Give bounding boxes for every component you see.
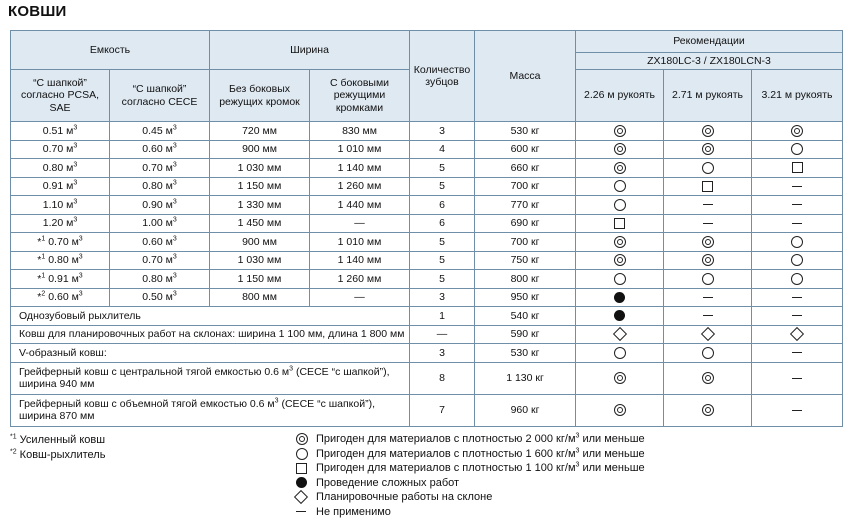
- recommendation-cell: [752, 122, 843, 141]
- teeth-cell: 5: [410, 270, 475, 289]
- legend-item: [296, 476, 645, 491]
- recommendation-cell: [576, 251, 664, 270]
- mass-cell: 700 кг: [475, 177, 576, 196]
- header-cap-pcsa: “С шапкой” согласно PCSA, SAE: [11, 70, 110, 122]
- recommendation-cell: [664, 325, 752, 344]
- mass-cell: 530 кг: [475, 344, 576, 363]
- footnote-mark: *1: [10, 433, 17, 441]
- mass-cell: 700 кг: [475, 233, 576, 252]
- capacity-value: 0.91 м: [42, 180, 74, 193]
- unit-exponent: 3: [78, 272, 83, 280]
- unit-exponent: 3: [172, 179, 177, 187]
- recommendation-cell: [664, 196, 752, 215]
- legend-symbol: [296, 433, 316, 445]
- circle-icon: [614, 273, 626, 285]
- diamond-icon: [612, 327, 626, 341]
- mass-cell: 600 кг: [475, 140, 576, 159]
- table-row: [11, 394, 843, 426]
- unit-exponent: 3: [73, 161, 78, 169]
- unit-exponent: 3: [78, 290, 83, 298]
- teeth-cell: 1: [410, 307, 475, 326]
- recommendation-cell: [576, 159, 664, 178]
- width-side-cell: 1 260 мм: [310, 270, 410, 289]
- unit-exponent: 3: [172, 198, 177, 206]
- recommendation-cell: [576, 122, 664, 141]
- recommendation-cell: [576, 325, 664, 344]
- circle-icon: [791, 254, 803, 266]
- square-icon: [702, 181, 713, 192]
- teeth-cell: 5: [410, 159, 475, 178]
- recommendation-cell: [664, 270, 752, 289]
- header-arm-1: 2.26 м рукоять: [576, 70, 664, 122]
- unit-exponent: 3: [172, 290, 177, 298]
- width-side-cell: 1 440 мм: [310, 196, 410, 215]
- table-row: [11, 159, 843, 178]
- circle-icon: [791, 273, 803, 285]
- legend-item: [296, 432, 645, 447]
- capacity-value: 0.90 м: [142, 198, 173, 211]
- recommendation-cell: [576, 307, 664, 326]
- recommendation-cell: [752, 196, 843, 215]
- double-circle-icon: [702, 125, 714, 137]
- filled-circle-icon: [296, 477, 307, 488]
- recommendation-cell: [752, 177, 843, 196]
- header-width: Ширина: [210, 31, 410, 70]
- mass-cell: 950 кг: [475, 288, 576, 307]
- capacity-cece-cell: [110, 196, 210, 215]
- footnotes: [10, 433, 105, 463]
- capacity-value: 0.60 м: [142, 235, 173, 248]
- unit-exponent: 3: [73, 142, 78, 150]
- mass-cell: 960 кг: [475, 394, 576, 426]
- capacity-value: 0.80 м: [142, 180, 173, 193]
- capacity-value: 0.91 м: [48, 272, 79, 285]
- dash-icon: [703, 315, 713, 316]
- header-arm-2: 2.71 м рукоять: [664, 70, 752, 122]
- unit-exponent: 3: [73, 198, 78, 206]
- legend-item: [296, 461, 645, 476]
- capacity-value: 0.60 м: [48, 291, 79, 304]
- circle-icon: [614, 347, 626, 359]
- capacity-value: 0.70 м: [142, 161, 173, 174]
- footnote-text: Ковш-рыхлитель: [16, 449, 106, 461]
- recommendation-cell: [576, 394, 664, 426]
- circle-icon: [702, 162, 714, 174]
- mass-cell: 590 кг: [475, 325, 576, 344]
- recommendation-cell: [752, 344, 843, 363]
- capacity-value: 1.10 м: [42, 198, 74, 211]
- legend-symbol: [296, 463, 316, 474]
- width-no-side-cell: 720 мм: [210, 122, 310, 141]
- footnote-mark: 2: [41, 290, 46, 298]
- table-row: [11, 214, 843, 233]
- capacity-cece-cell: [110, 159, 210, 178]
- recommendation-cell: [576, 270, 664, 289]
- capacity-pcsa-cell: [11, 122, 110, 141]
- recommendation-cell: [664, 288, 752, 307]
- teeth-cell: 5: [410, 233, 475, 252]
- legend-text: Пригоден для материалов с плотностью 2 000 $кг/м^3$ или меньше: [316, 432, 645, 446]
- recommendation-cell: [664, 122, 752, 141]
- mass-cell: 1 130 кг: [475, 362, 576, 394]
- legend-text: Пригоден для материалов с плотностью 1 600 $кг/м^3$ или меньше: [316, 447, 645, 460]
- row-label: Грейферный ковш с центральной тягой емкостью 0.6 $м^3$ (CECE “с шапкой”), ширина 940 мм: [11, 362, 410, 394]
- table-row: [11, 196, 843, 215]
- teeth-cell: 5: [410, 177, 475, 196]
- width-no-side-cell: 1 150 мм: [210, 270, 310, 289]
- table-row: [11, 344, 843, 363]
- mass-cell: 750 кг: [475, 251, 576, 270]
- capacity-pcsa-cell: *$^1$ 0.70 $м^3$: [11, 233, 110, 252]
- recommendation-cell: [664, 233, 752, 252]
- recommendation-cell: [752, 288, 843, 307]
- dash-icon: [792, 297, 802, 298]
- header-cap-cece: “С шапкой” согласно CECE: [110, 70, 210, 122]
- double-circle-icon: [702, 404, 714, 416]
- unit-exponent: 3: [73, 216, 78, 224]
- recommendation-cell: [576, 344, 664, 363]
- capacity-value: 0.70 м: [142, 254, 173, 267]
- double-circle-icon: [614, 372, 626, 384]
- width-side-cell: 1 010 мм: [310, 233, 410, 252]
- recommendation-cell: [752, 394, 843, 426]
- legend-item: [296, 505, 645, 520]
- recommendation-cell: [752, 159, 843, 178]
- row-label: V-образный ковш:: [11, 344, 410, 363]
- double-circle-icon: [614, 236, 626, 248]
- capacity-value: 0.70 м: [42, 143, 74, 156]
- dash-icon: [792, 315, 802, 316]
- circle-icon: [614, 180, 626, 192]
- capacity-value: 0.70 м: [48, 235, 79, 248]
- table-body: [11, 122, 843, 427]
- table-row: [11, 233, 843, 252]
- legend-symbol: [296, 511, 316, 512]
- recommendation-cell: [664, 362, 752, 394]
- legend: [296, 432, 645, 519]
- legend-item: [296, 447, 645, 462]
- teeth-cell: 3: [410, 122, 475, 141]
- width-no-side-cell: 900 мм: [210, 233, 310, 252]
- capacity-value: 0.80 м: [142, 272, 173, 285]
- legend-symbol: [296, 477, 316, 488]
- unit-exponent: 3: [78, 253, 83, 261]
- teeth-cell: —: [410, 325, 475, 344]
- recommendation-cell: [664, 394, 752, 426]
- recommendation-cell: [664, 140, 752, 159]
- capacity-value: 0.45 м: [142, 124, 173, 137]
- width-no-side-cell: 1 030 мм: [210, 251, 310, 270]
- width-no-side-cell: 1 330 мм: [210, 196, 310, 215]
- unit-exponent: 3: [575, 447, 580, 455]
- double-circle-icon: [614, 143, 626, 155]
- recommendation-cell: [752, 307, 843, 326]
- capacity-cece-cell: [110, 122, 210, 141]
- row-label: Грейферный ковш с объемной тягой емкостью 0.6 $м^3$ (CECE “с шапкой”), ширина 870 мм: [11, 394, 410, 426]
- legend-text: Не применимо: [316, 505, 391, 518]
- capacity-cece-cell: [110, 270, 210, 289]
- capacity-value: 0.51 м: [42, 124, 74, 137]
- table-row: [11, 251, 843, 270]
- diamond-icon: [700, 327, 714, 341]
- header-recommendations: Рекомендации: [576, 31, 843, 53]
- double-circle-icon: [702, 372, 714, 384]
- table-row: [11, 362, 843, 394]
- circle-icon: [702, 347, 714, 359]
- bucket-spec-table: [10, 30, 843, 427]
- mass-cell: 540 кг: [475, 307, 576, 326]
- teeth-cell: 3: [410, 288, 475, 307]
- recommendation-cell: [664, 177, 752, 196]
- footnote-mark: 1: [41, 253, 46, 261]
- table-row: [11, 325, 843, 344]
- header-mass: Масса: [475, 31, 576, 122]
- mass-cell: 660 кг: [475, 159, 576, 178]
- recommendation-cell: [752, 362, 843, 394]
- circle-icon: [791, 236, 803, 248]
- header-teeth: Количество зубцов: [410, 31, 475, 122]
- width-side-cell: 1 010 мм: [310, 140, 410, 159]
- mass-cell: 690 кг: [475, 214, 576, 233]
- mass-cell: 530 кг: [475, 122, 576, 141]
- double-circle-icon: [296, 433, 308, 445]
- recommendation-cell: [752, 233, 843, 252]
- double-circle-icon: [614, 125, 626, 137]
- row-label: Однозубовый рыхлитель: [11, 307, 410, 326]
- unit-exponent: 3: [274, 397, 279, 405]
- capacity-value: 0.60 м: [142, 143, 173, 156]
- recommendation-cell: [576, 177, 664, 196]
- width-side-cell: 1 140 мм: [310, 159, 410, 178]
- footnote-mark: *2: [10, 448, 17, 456]
- legend-symbol: [296, 448, 316, 460]
- header-width-no-side: Без боковых режущих кромок: [210, 70, 310, 122]
- circle-icon: [702, 273, 714, 285]
- recommendation-cell: [576, 362, 664, 394]
- dash-icon: [792, 223, 802, 224]
- capacity-cece-cell: [110, 251, 210, 270]
- recommendation-cell: [752, 140, 843, 159]
- teeth-cell: 3: [410, 344, 475, 363]
- table-row: [11, 270, 843, 289]
- width-no-side-cell: 900 мм: [210, 140, 310, 159]
- recommendation-cell: [576, 214, 664, 233]
- capacity-value: 0.80 м: [42, 161, 74, 174]
- recommendation-cell: [752, 251, 843, 270]
- recommendation-cell: [664, 159, 752, 178]
- dash-icon: [792, 204, 802, 205]
- capacity-cece-cell: [110, 233, 210, 252]
- dash-icon: [792, 352, 802, 353]
- width-side-cell: —: [310, 214, 410, 233]
- unit-exponent: 3: [575, 461, 580, 469]
- capacity-value: 0.80 м: [48, 254, 79, 267]
- double-circle-icon: [702, 143, 714, 155]
- page-title: КОВШИ: [8, 3, 67, 20]
- diamond-icon: [790, 327, 804, 341]
- dash-icon: [792, 410, 802, 411]
- capacity-pcsa-cell: [11, 196, 110, 215]
- width-side-cell: 830 мм: [310, 122, 410, 141]
- capacity-value: 1.20 м: [42, 217, 74, 230]
- square-icon: [792, 162, 803, 173]
- width-no-side-cell: 1 450 мм: [210, 214, 310, 233]
- teeth-cell: 5: [410, 251, 475, 270]
- dash-icon: [792, 186, 802, 187]
- double-circle-icon: [614, 404, 626, 416]
- unit-exponent: 3: [172, 216, 177, 224]
- capacity-pcsa-cell: *$^1$ 0.91 $м^3$: [11, 270, 110, 289]
- width-no-side-cell: 1 150 мм: [210, 177, 310, 196]
- mass-cell: 770 кг: [475, 196, 576, 215]
- table-row: [11, 288, 843, 307]
- square-icon: [296, 463, 307, 474]
- capacity-pcsa-cell: [11, 140, 110, 159]
- legend-item: [296, 490, 645, 505]
- recommendation-cell: [664, 307, 752, 326]
- recommendation-cell: [576, 196, 664, 215]
- width-side-cell: 1 260 мм: [310, 177, 410, 196]
- legend-text: Пригоден для материалов с плотностью 1 100 $кг/м^3$ или меньше: [316, 461, 645, 475]
- footnote: [10, 433, 105, 448]
- table-row: [11, 140, 843, 159]
- width-no-side-cell: 800 мм: [210, 288, 310, 307]
- filled-circle-icon: [614, 292, 625, 303]
- unit-exponent: 3: [172, 235, 177, 243]
- width-no-side-cell: 1 030 мм: [210, 159, 310, 178]
- recommendation-cell: [664, 214, 752, 233]
- double-circle-icon: [791, 125, 803, 137]
- capacity-value: 1.00 м: [142, 217, 173, 230]
- legend-text: Проведение сложных работ: [316, 476, 460, 489]
- header-capacity: Емкость: [11, 31, 210, 70]
- circle-icon: [614, 199, 626, 211]
- dash-icon: [703, 297, 713, 298]
- recommendation-cell: [576, 233, 664, 252]
- teeth-cell: 6: [410, 214, 475, 233]
- footnote: [10, 448, 105, 463]
- dash-icon: [296, 511, 306, 512]
- unit-exponent: 3: [73, 124, 78, 132]
- recommendation-cell: [576, 288, 664, 307]
- header-model: ZX180LC-3 / ZX180LCN-3: [576, 53, 843, 70]
- recommendation-cell: [576, 140, 664, 159]
- capacity-cece-cell: [110, 177, 210, 196]
- capacity-pcsa-cell: [11, 159, 110, 178]
- capacity-value: 0.50 м: [142, 291, 173, 304]
- capacity-cece-cell: [110, 214, 210, 233]
- capacity-pcsa-cell: [11, 177, 110, 196]
- teeth-cell: 8: [410, 362, 475, 394]
- table-row: [11, 307, 843, 326]
- recommendation-cell: [664, 251, 752, 270]
- unit-exponent: 3: [289, 365, 294, 373]
- legend-symbol: [296, 492, 316, 502]
- unit-exponent: 3: [78, 235, 83, 243]
- teeth-cell: 7: [410, 394, 475, 426]
- capacity-pcsa-cell: *$^1$ 0.80 $м^3$: [11, 251, 110, 270]
- row-label: Ковш для планировочных работ на склонах: ширина 1 100 мм, длина 1 800 мм: [11, 325, 410, 344]
- header-arm-3: 3.21 м рукоять: [752, 70, 843, 122]
- recommendation-cell: [752, 214, 843, 233]
- recommendation-cell: [752, 325, 843, 344]
- unit-exponent: 3: [172, 142, 177, 150]
- table-row: [11, 177, 843, 196]
- recommendation-cell: [752, 270, 843, 289]
- header-width-side: С боковыми режущими кромками: [310, 70, 410, 122]
- table-row: [11, 122, 843, 141]
- legend-text: Планировочные работы на склоне: [316, 491, 493, 504]
- capacity-pcsa-cell: *$^2$ 0.60 $м^3$: [11, 288, 110, 307]
- unit-exponent: 3: [172, 124, 177, 132]
- circle-icon: [296, 448, 308, 460]
- diamond-icon: [294, 490, 308, 504]
- circle-icon: [791, 143, 803, 155]
- unit-exponent: 3: [172, 272, 177, 280]
- capacity-cece-cell: [110, 288, 210, 307]
- double-circle-icon: [702, 236, 714, 248]
- double-circle-icon: [614, 162, 626, 174]
- dash-icon: [792, 378, 802, 379]
- filled-circle-icon: [614, 310, 625, 321]
- teeth-cell: 6: [410, 196, 475, 215]
- dash-icon: [703, 223, 713, 224]
- double-circle-icon: [702, 254, 714, 266]
- mass-cell: 800 кг: [475, 270, 576, 289]
- capacity-pcsa-cell: [11, 214, 110, 233]
- unit-exponent: 3: [172, 161, 177, 169]
- unit-exponent: 3: [172, 253, 177, 261]
- footnote-mark: 1: [41, 235, 46, 243]
- dash-icon: [703, 204, 713, 205]
- width-side-cell: 1 140 мм: [310, 251, 410, 270]
- unit-exponent: 3: [575, 432, 580, 440]
- capacity-cece-cell: [110, 140, 210, 159]
- width-side-cell: —: [310, 288, 410, 307]
- teeth-cell: 4: [410, 140, 475, 159]
- unit-exponent: 3: [73, 179, 78, 187]
- recommendation-cell: [664, 344, 752, 363]
- footnote-text: Усиленный ковш: [16, 434, 106, 446]
- square-icon: [614, 218, 625, 229]
- double-circle-icon: [614, 254, 626, 266]
- footnote-mark: 1: [41, 272, 46, 280]
